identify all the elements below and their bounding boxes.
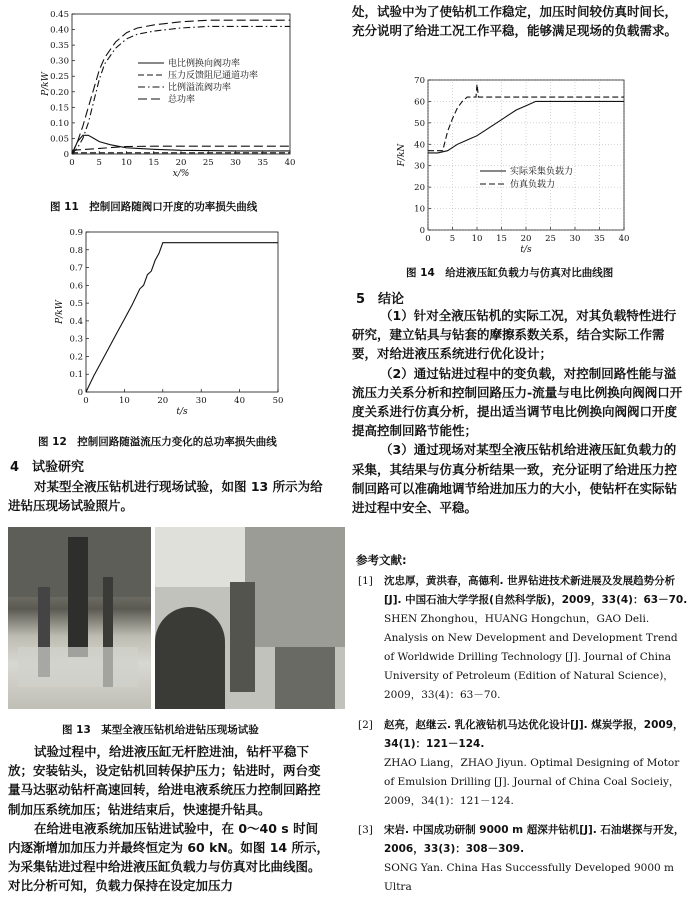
x-tick-label: 0 bbox=[83, 396, 89, 406]
ref-num: [3] bbox=[358, 824, 373, 836]
x-axis-label: t/s bbox=[520, 245, 532, 255]
section4-para2: 试验过程中，给进液压缸无杆腔进油，钻杆平稳下放；安装钻头，设定钻机回转保护压力；钻进时，两台变量马达驱动钻杆高速回转，给进电液系统压力控制回路控制加压系统加压；钻进结束后，快速提升钻具。 bbox=[8, 744, 321, 817]
x-tick-label: 5 bbox=[96, 158, 102, 168]
x-axis-label: x/% bbox=[172, 169, 190, 179]
y-tick-label: 0 bbox=[77, 388, 83, 398]
x-tick-label: 35 bbox=[257, 158, 269, 168]
legend-label: 比例溢流阀功率 bbox=[168, 83, 232, 93]
y-tick-label: 0.10 bbox=[50, 118, 69, 129]
y-axis-label: F/kN bbox=[397, 143, 407, 167]
y-tick-label: 0 bbox=[419, 226, 425, 236]
legend-label: 总功率 bbox=[168, 95, 196, 105]
y-tick-label: 40 bbox=[414, 140, 425, 151]
y-tick-label: 0.4 bbox=[69, 316, 83, 327]
y-tick-label: 0 bbox=[63, 150, 69, 160]
references-heading: 参考文献: bbox=[356, 553, 407, 567]
fig14-chart bbox=[388, 68, 648, 263]
y-tick-label: 0.20 bbox=[50, 87, 69, 98]
x-tick-label: 20 bbox=[520, 234, 532, 244]
y-tick-label: 0.9 bbox=[69, 228, 83, 238]
section4-para1: 对某型全液压钻机进行现场试验，如图 13 所示为给进钻压现场试验照片。 bbox=[8, 479, 323, 514]
x-tick-label: 30 bbox=[230, 158, 241, 168]
legend-label: 实际采集负载力 bbox=[510, 167, 574, 177]
y-tick-label: 50 bbox=[414, 118, 425, 129]
y-tick-label: 0.3 bbox=[69, 334, 83, 345]
y-tick-label: 0.8 bbox=[69, 245, 83, 256]
x-tick-label: 10 bbox=[471, 234, 483, 244]
x-tick-label: 25 bbox=[202, 158, 214, 168]
section4-heading: 4 试验研究 bbox=[10, 460, 85, 475]
conclusion-2: （2）通过钻进过程中的变负载，对控制回路性能与溢流压力关系分析和控制回路压力-流量与电比例换向阀阀口开度关系进行仿真分析，提出适当调节电比例换向阀阀口开度提高控制回路节能性； bbox=[352, 365, 683, 439]
section5-list bbox=[352, 306, 687, 517]
fig13-caption: 图 13 某型全液压钻机给进钻压现场试验 bbox=[62, 724, 259, 736]
series-line-5 bbox=[72, 146, 290, 150]
y-tick-label: 0.05 bbox=[50, 134, 69, 145]
y-tick-label: 0.6 bbox=[69, 281, 83, 292]
fig12-chart bbox=[50, 226, 290, 416]
y-tick-label: 70 bbox=[414, 76, 425, 86]
ref-cn: 赵亮，赵继云. 乳化液钻机马达优化设计[J]. 煤炭学报，2009，34(1)：121－124. bbox=[384, 719, 684, 750]
y-axis-label: P/kW bbox=[55, 300, 65, 324]
x-tick-label: 15 bbox=[496, 234, 507, 244]
x-tick-label: 40 bbox=[234, 396, 246, 406]
y-tick-label: 20 bbox=[414, 183, 425, 194]
x-tick-label: 30 bbox=[569, 234, 581, 244]
y-tick-label: 0.2 bbox=[69, 352, 83, 363]
plot-frame bbox=[86, 232, 278, 392]
x-tick-label: 20 bbox=[175, 158, 187, 168]
x-tick-label: 40 bbox=[618, 234, 630, 244]
y-tick-label: 0.7 bbox=[69, 263, 83, 274]
y-tick-label: 0.5 bbox=[69, 299, 83, 310]
x-tick-label: 10 bbox=[118, 396, 130, 406]
section5-heading: 5 结论 bbox=[356, 292, 405, 307]
ref-cn: 宋岩. 中国成功研制 9000 m 超深井钻机[J]. 石油堪探与开发，2006，33(3)：308－309. bbox=[384, 824, 685, 855]
y-tick-label: 0.25 bbox=[50, 72, 69, 83]
y-tick-label: 0.1 bbox=[69, 370, 83, 381]
y-tick-label: 0.35 bbox=[50, 41, 69, 52]
x-tick-label: 20 bbox=[157, 396, 169, 406]
field-photo-1 bbox=[8, 527, 151, 709]
reference-1 bbox=[358, 572, 688, 705]
field-photo-2 bbox=[155, 527, 345, 709]
fig11-caption: 图 11 控制回路随阀口开度的功率损失曲线 bbox=[50, 201, 258, 213]
ref-en: SONG Yan. China Has Successfully Developed 9000 m Ultra bbox=[384, 862, 674, 893]
reference-2 bbox=[358, 716, 688, 811]
x-tick-label: 50 bbox=[272, 396, 284, 406]
x-tick-label: 35 bbox=[594, 234, 605, 244]
y-axis-label: P/kW bbox=[41, 72, 51, 96]
y-tick-label: 30 bbox=[414, 161, 425, 172]
ref-en: ZHAO Liang，ZHAO Jiyun. Optimal Designing of Motor of Emulsion Drilling [J]. Journal of China Coal Socieiy，2009，34(1)：121－124. bbox=[384, 757, 680, 807]
fig14-caption: 图 14 给进液压缸负载力与仿真对比曲线图 bbox=[406, 267, 614, 279]
x-tick-label: 25 bbox=[545, 234, 556, 244]
section4-para3: 在给进电液系统加压钻进试验中，在 0～40 s 时间内逐渐增加加压力并最终恒定为 60 kN。如图 14 所示，为采集钻进过程中给进液压缸负载力与仿真对比曲线图。对比分析可知，负载力保持在设定加压力 bbox=[8, 820, 329, 894]
right-top-para: 处，试验中为了使钻机工作稳定，加压时间较仿真时间长，充分说明了给进工况工作平稳，能够满足现场的负载需求。 bbox=[352, 4, 678, 39]
y-tick-label: 0.45 bbox=[50, 10, 69, 20]
y-tick-label: 10 bbox=[414, 204, 425, 215]
y-tick-label: 0.30 bbox=[50, 56, 69, 67]
fig11-chart bbox=[10, 4, 300, 194]
series-line-1 bbox=[86, 243, 278, 392]
legend-label: 压力反馈阻尼通道功率 bbox=[168, 71, 259, 81]
x-tick-label: 30 bbox=[195, 396, 207, 406]
fig12-caption: 图 12 控制回路随溢流压力变化的总功率损失曲线 bbox=[38, 436, 277, 448]
legend-label: 电比例换向阀功率 bbox=[168, 59, 241, 69]
ref-en: SHEN Zhonghou，HUANG Hongchun，GAO Deli. Analysis on New Development and Development Trend of Worldwide Drilling Technology [J]. Journal of China University of Petroleum (Edition of Natural Science)，2009，33(4)：63－70. bbox=[384, 613, 678, 701]
section4-paras bbox=[8, 742, 330, 896]
y-tick-label: 60 bbox=[414, 97, 425, 108]
conclusion-1: （1）针对全液压钻机的实际工况，对其负载特性进行研究，建立钻具与钻套的摩擦系数关系，结合实际工作需要，对给进液压系统进行优化设计； bbox=[352, 308, 677, 362]
x-axis-label: t/s bbox=[176, 407, 188, 416]
y-tick-label: 0.15 bbox=[50, 103, 69, 114]
x-tick-label: 15 bbox=[148, 158, 160, 168]
x-tick-label: 10 bbox=[121, 158, 132, 168]
ref-num: [2] bbox=[358, 719, 373, 731]
ref-num: [1] bbox=[358, 575, 373, 587]
x-tick-label: 0 bbox=[425, 234, 431, 244]
legend-label: 仿真负载力 bbox=[510, 180, 556, 190]
ref-cn: 沈忠厚，黄洪春，高德利. 世界钻进技术新进展及发展趋势分析[J]. 中国石油大学学报(自然科学版)，2009，33(4)：63－70. bbox=[384, 575, 688, 606]
x-tick-label: 0 bbox=[69, 158, 75, 168]
x-tick-label: 40 bbox=[284, 158, 296, 168]
x-tick-label: 5 bbox=[449, 234, 456, 244]
y-tick-label: 0.40 bbox=[50, 25, 69, 36]
conclusion-3: （3）通过现场对某型全液压钻机给进液压缸负载力的采集，其结果与仿真分析结果一致，充分证明了给进压力控制回路可以准确地调节给进加压力的大小，使钻杆在实际钻进过程中安全、平稳。 bbox=[352, 442, 678, 516]
